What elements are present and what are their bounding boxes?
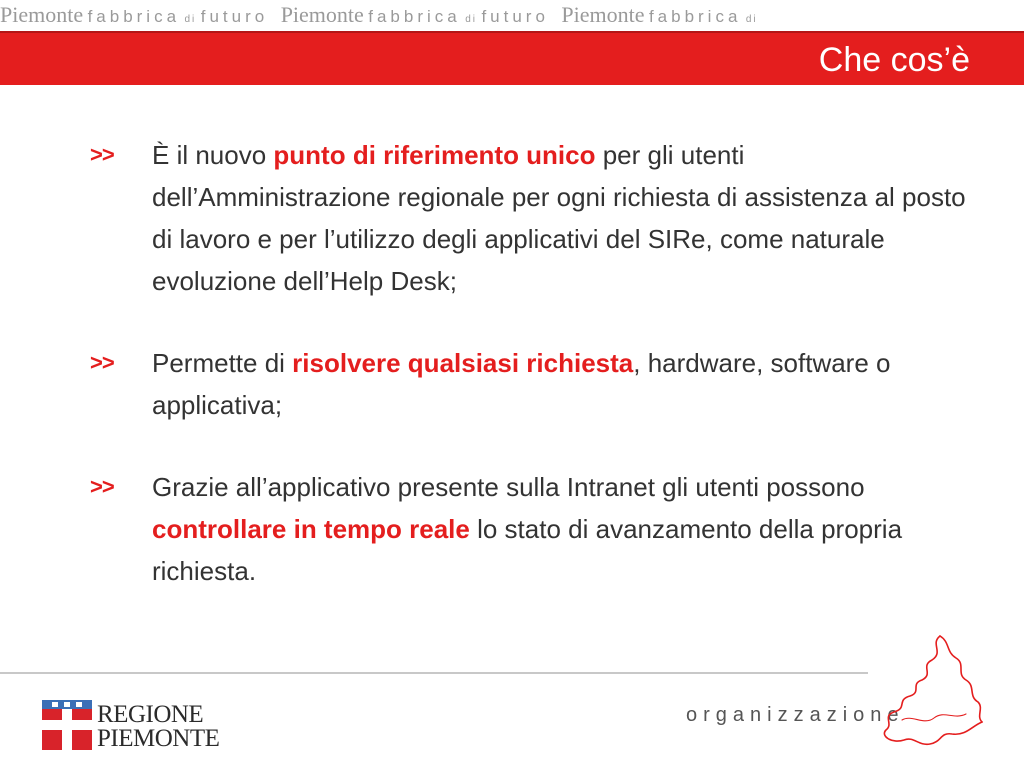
bullet-text: Grazie all’applicativo presente sulla Intranet gli utenti possono xyxy=(152,472,865,502)
slide-title: Che cos’è xyxy=(818,41,970,79)
bullet-text: per gli utenti dell’Amministrazione regionale per ogni richiesta di assistenza al posto di lavoro e per l’utilizzo degli applicativi del SIRe, come naturale evoluzione dell’Help Desk; xyxy=(152,140,966,296)
double-chevron-right-icon: >> xyxy=(90,474,114,499)
bullet-item xyxy=(90,466,970,592)
double-chevron-right-icon: >> xyxy=(90,142,114,167)
strip-word: futuro xyxy=(200,7,269,26)
strip-word: fabbrica xyxy=(368,7,461,26)
bullet-text: Permette di xyxy=(152,348,293,378)
bullet-list xyxy=(90,134,970,592)
header-strip-unit xyxy=(281,0,549,30)
strip-small-word: di xyxy=(465,14,477,25)
bullet-highlight: controllare in tempo reale xyxy=(152,514,470,544)
strip-brand: Piemonte xyxy=(0,2,84,27)
logo-text-piemonte: PIEMONTE xyxy=(97,725,220,752)
bullet-highlight: risolvere qualsiasi richiesta xyxy=(292,348,634,378)
bullet-text: È il nuovo xyxy=(152,140,274,170)
header-strip-unit xyxy=(561,0,757,30)
footer-divider xyxy=(0,672,868,674)
bullet-item xyxy=(90,342,970,426)
piemonte-flag-icon xyxy=(42,700,92,750)
double-chevron-right-icon: >> xyxy=(90,350,114,375)
strip-brand: Piemonte xyxy=(561,2,645,27)
regione-piemonte-logo xyxy=(42,700,242,752)
bullet-item xyxy=(90,134,970,302)
organization-label: organizzazione xyxy=(686,704,905,726)
strip-small-word: di xyxy=(184,14,197,25)
piemonte-map-icon xyxy=(872,630,992,755)
strip-small-word: di xyxy=(745,14,758,25)
strip-brand: Piemonte xyxy=(280,2,364,27)
logo-text-regione: REGIONE xyxy=(97,701,204,728)
bullet-text: , hardware, software o applicativa; xyxy=(152,348,891,420)
strip-word: fabbrica xyxy=(87,7,181,26)
strip-word: futuro xyxy=(481,7,549,26)
bullet-highlight: punto di riferimento unico xyxy=(273,140,596,170)
strip-word: fabbrica xyxy=(648,7,742,26)
header-strip-unit xyxy=(0,0,268,30)
header-strip xyxy=(0,0,1024,30)
bullet-text: lo stato di avanzamento della propria richiesta. xyxy=(152,514,903,586)
title-bar xyxy=(0,31,1024,85)
